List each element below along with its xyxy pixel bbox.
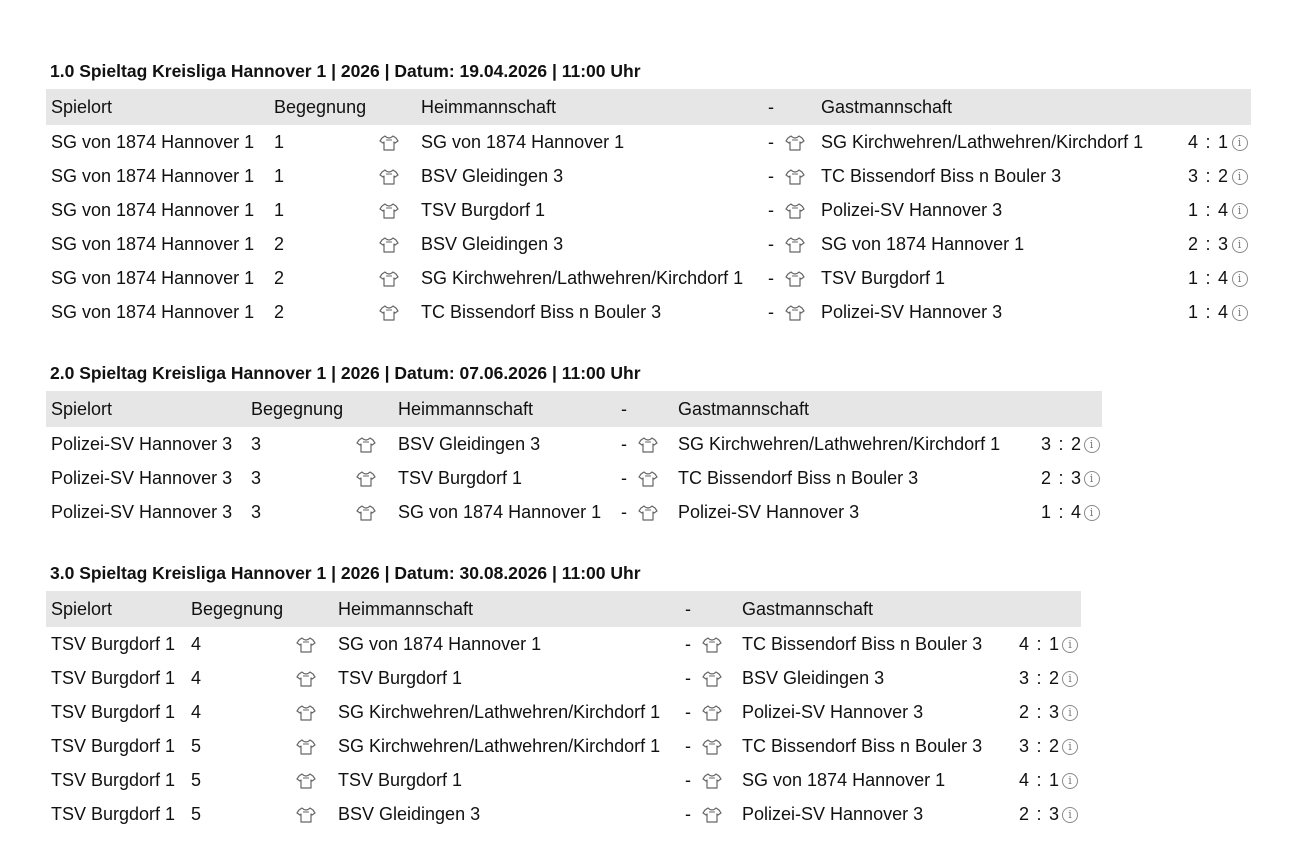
gastmannschaft-cell[interactable]: TC Bissendorf Biss n Bouler 3 (742, 735, 983, 756)
gastmannschaft-cell[interactable]: Polizei-SV Hannover 3 (821, 199, 1003, 220)
heimmannschaft-cell[interactable]: TSV Burgdorf 1 (338, 769, 463, 790)
begegnung-cell: 5 (191, 735, 202, 756)
score-separator: : (1058, 433, 1064, 454)
matchday-table (46, 591, 1081, 831)
score-home: 2 (1040, 467, 1051, 488)
gastmannschaft-cell[interactable]: TC Bissendorf Biss n Bouler 3 (821, 165, 1062, 186)
shirt-icon (702, 738, 722, 756)
score-cell (999, 729, 1059, 763)
info-icon[interactable]: i (1232, 169, 1248, 185)
score-home: 3 (1018, 667, 1029, 688)
score-separator: : (1205, 165, 1211, 186)
spielort-cell: SG von 1874 Hannover 1 (51, 131, 255, 152)
gastmannschaft-cell[interactable]: SG Kirchwehren/Lathwehren/Kirchdorf 1 (821, 131, 1144, 152)
gastmannschaft-cell[interactable]: Polizei-SV Hannover 3 (742, 803, 924, 824)
score-separator: : (1036, 735, 1042, 756)
info-icon[interactable]: i (1084, 505, 1100, 521)
col-heimmannschaft: Heimmannschaft (393, 391, 617, 427)
dash-cell: - (768, 165, 774, 186)
col-gastmannschaft: Gastmannschaft (737, 591, 999, 627)
col-spielort: Spielort (46, 591, 186, 627)
shirt-icon (356, 470, 376, 488)
score-separator: : (1205, 233, 1211, 254)
score-cell (1161, 227, 1228, 261)
info-icon[interactable]: i (1232, 135, 1248, 151)
matchday-title: 3.0 Spieltag Kreisliga Hannover 1 | 2026 | Datum: 30.08.2026 | 11:00 Uhr (50, 563, 641, 583)
match-row (46, 427, 1102, 461)
match-row (46, 295, 1251, 329)
matchday-table (46, 89, 1251, 329)
spielort-cell: TSV Burgdorf 1 (51, 735, 176, 756)
spielort-cell: Polizei-SV Hannover 3 (51, 433, 233, 454)
shirt-icon (638, 436, 658, 454)
shirt-icon (638, 470, 658, 488)
score-cell (1015, 461, 1081, 495)
score-separator: : (1036, 633, 1042, 654)
score-home: 4 (1018, 633, 1029, 654)
heimmannschaft-cell[interactable]: BSV Gleidingen 3 (338, 803, 481, 824)
spielort-cell: TSV Burgdorf 1 (51, 769, 176, 790)
col-spielort: Spielort (46, 391, 246, 427)
dash-cell: - (685, 735, 691, 756)
score-cell (1161, 261, 1228, 295)
info-icon[interactable]: i (1062, 637, 1078, 653)
begegnung-cell: 1 (274, 199, 285, 220)
dash-cell: - (621, 433, 627, 454)
match-row (46, 763, 1081, 797)
heimmannschaft-cell[interactable]: SG Kirchwehren/Lathwehren/Kirchdorf 1 (421, 267, 744, 288)
begegnung-cell: 4 (191, 701, 202, 722)
heimmannschaft-cell[interactable]: SG Kirchwehren/Lathwehren/Kirchdorf 1 (338, 735, 661, 756)
heimmannschaft-cell[interactable]: TC Bissendorf Biss n Bouler 3 (421, 301, 662, 322)
col-dash: - (764, 89, 785, 125)
col-dash: - (681, 591, 702, 627)
dash-cell: - (768, 301, 774, 322)
col-heimmannschaft: Heimmannschaft (333, 591, 681, 627)
match-row (46, 627, 1081, 661)
begegnung-cell: 2 (274, 301, 285, 322)
begegnung-cell: 1 (274, 165, 285, 186)
score-home: 1 (1187, 267, 1198, 288)
heimmannschaft-cell[interactable]: BSV Gleidingen 3 (398, 433, 541, 454)
shirt-icon (296, 636, 316, 654)
shirt-icon (785, 202, 805, 220)
score-away: 3 (1048, 803, 1059, 824)
gastmannschaft-cell[interactable]: SG von 1874 Hannover 1 (742, 769, 946, 790)
match-row (46, 695, 1081, 729)
score-away: 1 (1048, 633, 1059, 654)
score-home: 4 (1018, 769, 1029, 790)
score-separator: : (1205, 199, 1211, 220)
match-row (46, 495, 1102, 529)
begegnung-cell: 3 (251, 501, 262, 522)
shirt-icon (785, 236, 805, 254)
shirt-icon (785, 304, 805, 322)
matchday-title: 1.0 Spieltag Kreisliga Hannover 1 | 2026 | Datum: 19.04.2026 | 11:00 Uhr (50, 61, 641, 81)
shirt-icon (702, 704, 722, 722)
shirt-icon (379, 202, 399, 220)
dash-cell: - (685, 769, 691, 790)
spielort-cell: TSV Burgdorf 1 (51, 803, 176, 824)
spielort-cell: SG von 1874 Hannover 1 (51, 301, 255, 322)
dash-cell: - (685, 667, 691, 688)
col-heimmannschaft: Heimmannschaft (416, 89, 764, 125)
score-separator: : (1036, 769, 1042, 790)
score-separator: : (1205, 131, 1211, 152)
score-cell (1161, 125, 1228, 159)
matchday-section (46, 362, 1251, 529)
score-cell (1161, 159, 1228, 193)
match-row (46, 227, 1251, 261)
match-row (46, 159, 1251, 193)
score-away: 4 (1217, 199, 1228, 220)
spielort-cell: SG von 1874 Hannover 1 (51, 233, 255, 254)
match-row (46, 729, 1081, 763)
info-icon[interactable]: i (1062, 807, 1078, 823)
dash-cell: - (685, 701, 691, 722)
col-gastmannschaft: Gastmannschaft (673, 391, 1015, 427)
score-home: 1 (1040, 501, 1051, 522)
heimmannschaft-cell[interactable]: BSV Gleidingen 3 (421, 165, 564, 186)
table-header-row (46, 89, 1251, 125)
score-separator: : (1036, 803, 1042, 824)
score-away: 2 (1048, 667, 1059, 688)
gastmannschaft-cell[interactable]: Polizei-SV Hannover 3 (678, 501, 860, 522)
gastmannschaft-cell[interactable]: TSV Burgdorf 1 (821, 267, 946, 288)
shirt-icon (785, 270, 805, 288)
gastmannschaft-cell[interactable]: Polizei-SV Hannover 3 (821, 301, 1003, 322)
col-spielort: Spielort (46, 89, 269, 125)
heimmannschaft-cell[interactable]: TSV Burgdorf 1 (338, 667, 463, 688)
gastmannschaft-cell[interactable]: TC Bissendorf Biss n Bouler 3 (678, 467, 919, 488)
spielort-cell: TSV Burgdorf 1 (51, 667, 176, 688)
score-cell (1015, 427, 1081, 461)
shirt-icon (356, 504, 376, 522)
shirt-icon (379, 236, 399, 254)
score-away: 4 (1070, 501, 1081, 522)
heimmannschaft-cell[interactable]: SG von 1874 Hannover 1 (398, 501, 602, 522)
begegnung-cell: 3 (251, 433, 262, 454)
spielort-cell: TSV Burgdorf 1 (51, 633, 176, 654)
score-cell (999, 763, 1059, 797)
match-row (46, 797, 1081, 831)
shirt-icon (379, 304, 399, 322)
shirt-icon (702, 772, 722, 790)
score-home: 1 (1187, 199, 1198, 220)
dash-cell: - (768, 199, 774, 220)
score-cell (999, 627, 1059, 661)
dash-cell: - (621, 501, 627, 522)
matchday-section (46, 60, 1251, 329)
info-icon[interactable]: i (1062, 671, 1078, 687)
shirt-icon (702, 670, 722, 688)
spielort-cell: SG von 1874 Hannover 1 (51, 165, 255, 186)
shirt-icon (379, 168, 399, 186)
col-begegnung: Begegnung (246, 391, 356, 427)
match-row (46, 261, 1251, 295)
shirt-icon (379, 134, 399, 152)
info-icon[interactable]: i (1062, 739, 1078, 755)
score-away: 3 (1217, 233, 1228, 254)
begegnung-cell: 2 (274, 267, 285, 288)
match-row (46, 125, 1251, 159)
heimmannschaft-cell[interactable]: SG Kirchwehren/Lathwehren/Kirchdorf 1 (338, 701, 661, 722)
heimmannschaft-cell[interactable]: SG von 1874 Hannover 1 (421, 131, 625, 152)
begegnung-cell: 4 (191, 667, 202, 688)
info-icon[interactable]: i (1084, 471, 1100, 487)
dash-cell: - (768, 267, 774, 288)
dash-cell: - (685, 633, 691, 654)
dash-cell: - (768, 131, 774, 152)
gastmannschaft-cell[interactable]: SG Kirchwehren/Lathwehren/Kirchdorf 1 (678, 433, 1001, 454)
gastmannschaft-cell[interactable]: TC Bissendorf Biss n Bouler 3 (742, 633, 983, 654)
dash-cell: - (768, 233, 774, 254)
shirt-icon (702, 806, 722, 824)
spielort-cell: TSV Burgdorf 1 (51, 701, 176, 722)
score-cell (1161, 295, 1228, 329)
shirt-icon (785, 134, 805, 152)
gastmannschaft-cell[interactable]: SG von 1874 Hannover 1 (821, 233, 1025, 254)
table-header-row (46, 391, 1102, 427)
score-away: 2 (1217, 165, 1228, 186)
score-home: 3 (1018, 735, 1029, 756)
info-icon[interactable]: i (1062, 773, 1078, 789)
score-home: 2 (1018, 803, 1029, 824)
col-gastmannschaft: Gastmannschaft (816, 89, 1161, 125)
score-away: 4 (1217, 301, 1228, 322)
begegnung-cell: 5 (191, 803, 202, 824)
col-begegnung: Begegnung (186, 591, 296, 627)
shirt-icon (702, 636, 722, 654)
info-icon[interactable]: i (1232, 305, 1248, 321)
schedule (46, 0, 1251, 824)
shirt-icon (296, 772, 316, 790)
spielort-cell: Polizei-SV Hannover 3 (51, 467, 233, 488)
score-away: 2 (1070, 433, 1081, 454)
gastmannschaft-cell[interactable]: Polizei-SV Hannover 3 (742, 701, 924, 722)
match-row (46, 661, 1081, 695)
begegnung-cell: 2 (274, 233, 285, 254)
score-away: 3 (1070, 467, 1081, 488)
score-home: 4 (1187, 131, 1198, 152)
shirt-icon (379, 270, 399, 288)
score-separator: : (1205, 301, 1211, 322)
score-away: 3 (1048, 701, 1059, 722)
score-cell (1161, 193, 1228, 227)
matchday-title: 2.0 Spieltag Kreisliga Hannover 1 | 2026 | Datum: 07.06.2026 | 11:00 Uhr (50, 363, 641, 383)
score-home: 1 (1187, 301, 1198, 322)
score-cell (1015, 495, 1081, 529)
begegnung-cell: 3 (251, 467, 262, 488)
spielort-cell: SG von 1874 Hannover 1 (51, 199, 255, 220)
begegnung-cell: 5 (191, 769, 202, 790)
info-icon[interactable]: i (1232, 237, 1248, 253)
match-row (46, 193, 1251, 227)
shirt-icon (356, 436, 376, 454)
info-icon[interactable]: i (1062, 705, 1078, 721)
info-icon[interactable]: i (1232, 203, 1248, 219)
shirt-icon (296, 704, 316, 722)
heimmannschaft-cell[interactable]: TSV Burgdorf 1 (421, 199, 546, 220)
spielort-cell: SG von 1874 Hannover 1 (51, 267, 255, 288)
col-dash: - (617, 391, 638, 427)
heimmannschaft-cell[interactable]: TSV Burgdorf 1 (398, 467, 523, 488)
shirt-icon (296, 670, 316, 688)
score-home: 3 (1040, 433, 1051, 454)
shirt-icon (638, 504, 658, 522)
begegnung-cell: 4 (191, 633, 202, 654)
score-away: 1 (1217, 131, 1228, 152)
table-header-row (46, 591, 1081, 627)
spielort-cell: Polizei-SV Hannover 3 (51, 501, 233, 522)
dash-cell: - (685, 803, 691, 824)
dash-cell: - (621, 467, 627, 488)
match-row (46, 461, 1102, 495)
shirt-icon (296, 806, 316, 824)
heimmannschaft-cell[interactable]: SG von 1874 Hannover 1 (338, 633, 542, 654)
score-cell (999, 661, 1059, 695)
score-cell (999, 695, 1059, 729)
info-icon[interactable]: i (1084, 437, 1100, 453)
score-away: 4 (1217, 267, 1228, 288)
score-away: 1 (1048, 769, 1059, 790)
matchday-section (46, 562, 1251, 831)
score-separator: : (1036, 701, 1042, 722)
score-cell (999, 797, 1059, 831)
shirt-icon (296, 738, 316, 756)
score-home: 2 (1187, 233, 1198, 254)
score-separator: : (1036, 667, 1042, 688)
heimmannschaft-cell[interactable]: BSV Gleidingen 3 (421, 233, 564, 254)
score-separator: : (1058, 467, 1064, 488)
score-away: 2 (1048, 735, 1059, 756)
score-home: 2 (1018, 701, 1029, 722)
info-icon[interactable]: i (1232, 271, 1248, 287)
col-begegnung: Begegnung (269, 89, 379, 125)
gastmannschaft-cell[interactable]: BSV Gleidingen 3 (742, 667, 885, 688)
matchday-table (46, 391, 1102, 529)
score-separator: : (1205, 267, 1211, 288)
shirt-icon (785, 168, 805, 186)
score-home: 3 (1187, 165, 1198, 186)
begegnung-cell: 1 (274, 131, 285, 152)
score-separator: : (1058, 501, 1064, 522)
